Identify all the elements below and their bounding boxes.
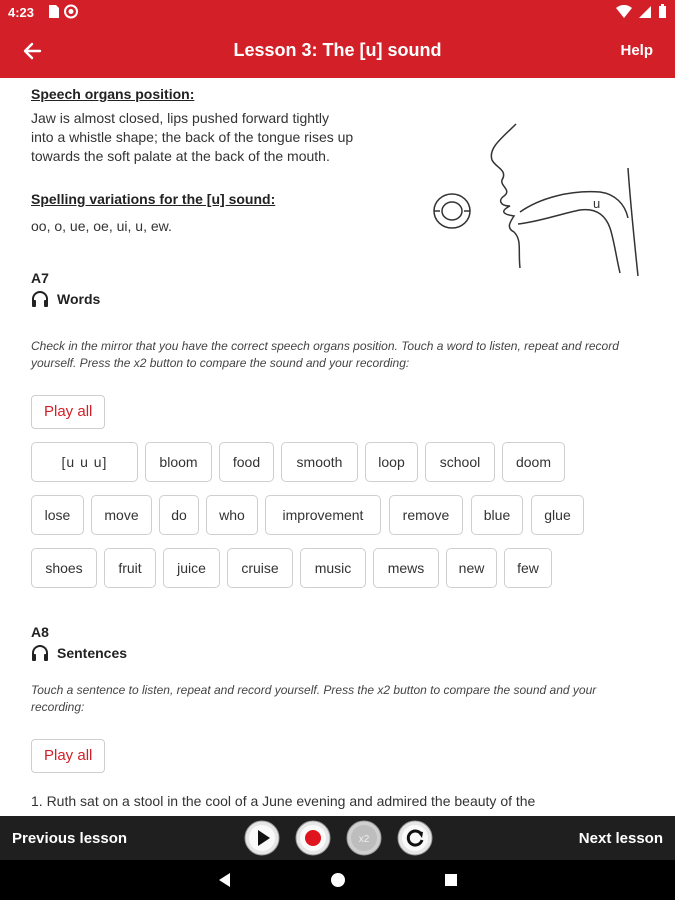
word-chip[interactable]: smooth	[281, 442, 358, 482]
word-chip[interactable]: move	[91, 495, 152, 535]
wifi-icon	[616, 5, 632, 22]
spelling-text: oo, o, ue, oe, ui, u, ew.	[31, 218, 172, 234]
play-button[interactable]	[244, 820, 280, 856]
system-nav-bar	[0, 860, 675, 900]
word-chip[interactable]: who	[206, 495, 258, 535]
sentence-item[interactable]: 1. Ruth sat on a stool in the cool of a June evening and admired the beauty of the	[31, 793, 536, 809]
spelling-heading: Spelling variations for the [u] sound:	[31, 191, 276, 207]
lesson-control-bar	[0, 816, 675, 860]
section-code-a8: A8	[31, 624, 49, 640]
nav-back-button[interactable]	[215, 870, 235, 890]
play-icon	[244, 820, 280, 856]
speech-organs-heading: Speech organs position:	[31, 86, 195, 102]
sd-card-icon	[46, 4, 60, 19]
word-chip[interactable]: blue	[471, 495, 523, 535]
play-all-sentences-button[interactable]: Play all	[31, 739, 105, 773]
next-lesson-button[interactable]: Next lesson	[578, 830, 663, 847]
svg-text:x2: x2	[358, 834, 370, 845]
word-chip[interactable]: juice	[163, 548, 220, 588]
section-title-words	[31, 290, 100, 308]
word-chip[interactable]: music	[300, 548, 366, 588]
notification-circle-icon	[64, 4, 78, 19]
help-button[interactable]: Help	[620, 42, 653, 59]
replay-button[interactable]	[397, 820, 433, 856]
headphones-icon	[31, 290, 49, 308]
word-chip[interactable]: cruise	[227, 548, 293, 588]
triangle-back-icon	[215, 870, 235, 890]
word-chip[interactable]: mews	[373, 548, 439, 588]
lesson-content[interactable]	[0, 78, 675, 816]
record-icon	[295, 820, 331, 856]
word-chip[interactable]: glue	[531, 495, 584, 535]
section-code-a7: A7	[31, 270, 49, 286]
word-chip[interactable]: food	[219, 442, 274, 482]
mouth-diagram	[430, 118, 650, 278]
word-chip[interactable]: lose	[31, 495, 84, 535]
square-recents-icon	[441, 870, 461, 890]
section-title-sentences	[31, 644, 127, 662]
status-bar	[0, 0, 675, 24]
play-all-words-button[interactable]: Play all	[31, 395, 105, 429]
sentences-instruction: Touch a sentence to listen, repeat and record yourself. Press the x2 button to compare the sound and your recording:	[31, 683, 597, 714]
cellular-icon	[638, 5, 652, 22]
word-chip[interactable]: fruit	[104, 548, 156, 588]
word-chip[interactable]: few	[504, 548, 552, 588]
word-chip[interactable]: new	[446, 548, 497, 588]
word-chip[interactable]: doom	[502, 442, 565, 482]
words-instruction: Check in the mirror that you have the correct speech organs position. Touch a word to listen, repeat and record yourself. Press the x2 button to compare the sound and your recording:	[31, 339, 619, 370]
diagram-label: u	[593, 196, 601, 211]
circle-home-icon	[328, 870, 348, 890]
word-chip[interactable]: improvement	[265, 495, 381, 535]
nav-home-button[interactable]	[328, 870, 348, 890]
word-chip[interactable]: do	[159, 495, 199, 535]
word-chip[interactable]: loop	[365, 442, 418, 482]
compare-x2-button[interactable]	[346, 820, 382, 856]
nav-recents-button[interactable]	[441, 870, 461, 890]
app-bar	[0, 24, 675, 78]
page-title: Lesson 3: The [u] sound	[233, 40, 442, 60]
speech-organs-text	[31, 109, 353, 166]
record-button[interactable]	[295, 820, 331, 856]
word-chip[interactable]: [u u u]	[31, 442, 138, 482]
speech-organs-line: into a whistle shape; the back of the tongue rises up	[31, 129, 354, 145]
word-chip[interactable]: remove	[389, 495, 463, 535]
word-chip[interactable]: shoes	[31, 548, 97, 588]
speech-organs-line: towards the soft palate at the back of the mouth.	[31, 148, 330, 164]
headphones-icon	[31, 644, 49, 662]
status-time: 4:23	[8, 5, 35, 20]
previous-lesson-button[interactable]: Previous lesson	[12, 830, 128, 847]
replay-icon	[397, 820, 433, 856]
word-chip[interactable]: bloom	[145, 442, 212, 482]
battery-icon	[658, 4, 667, 22]
x2-icon	[346, 820, 382, 856]
word-chip[interactable]: school	[425, 442, 495, 482]
section-title-text: Words	[57, 291, 101, 307]
speech-organs-line: Jaw is almost closed, lips pushed forward tightly	[31, 110, 330, 126]
section-title-text: Sentences	[57, 645, 128, 661]
